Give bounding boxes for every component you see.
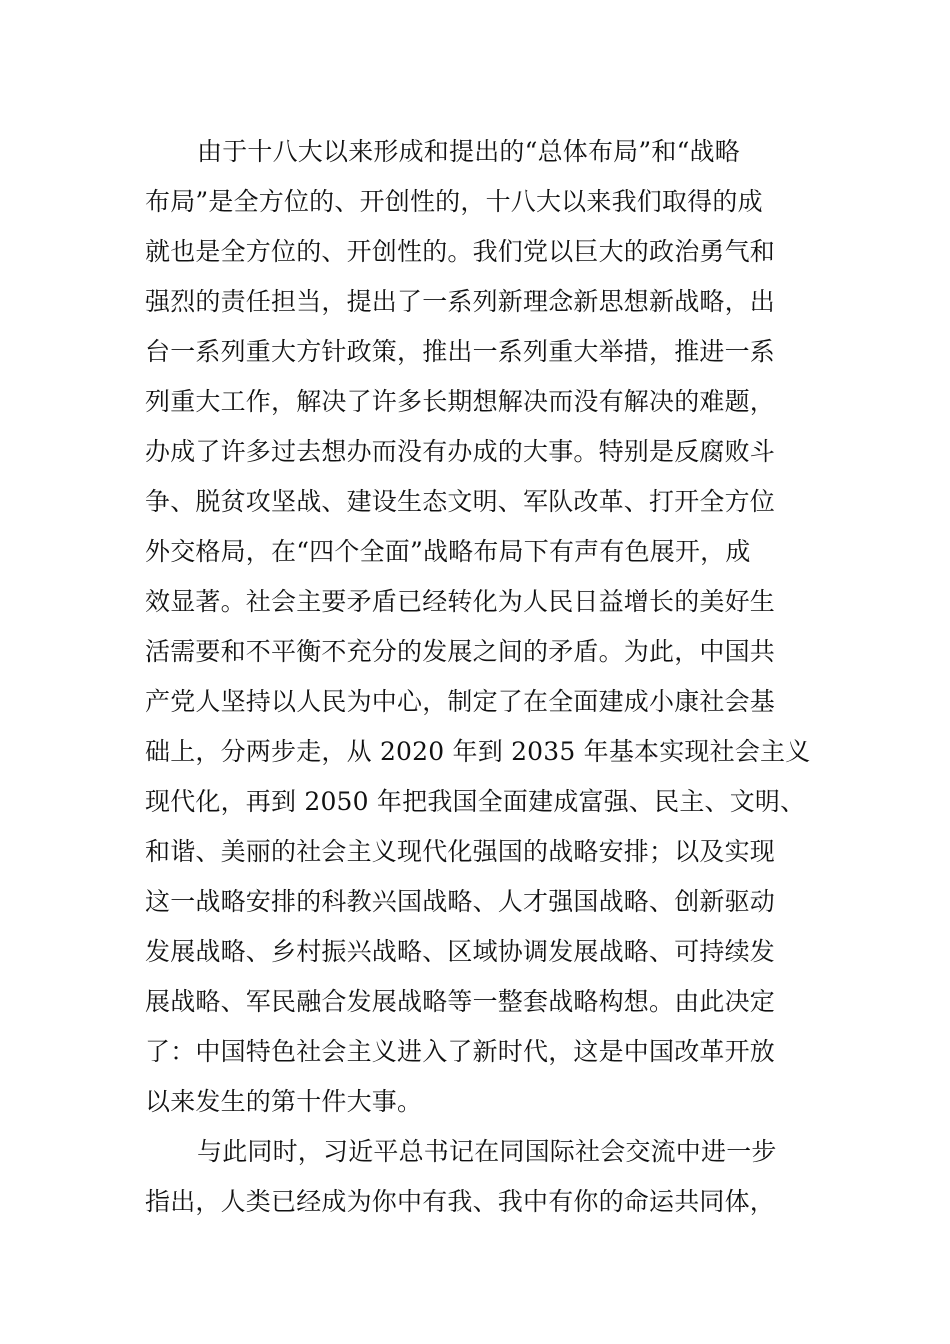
text-line: 指出，人类已经成为你中有我、我中有你的命运共同体， bbox=[145, 1187, 776, 1216]
text-line: 布局”是全方位的、开创性的，十八大以来我们取得的成 bbox=[145, 187, 763, 216]
text-line: 活需要和不平衡不充分的发展之间的矛盾。为此，中国共 bbox=[145, 637, 776, 666]
text-line: 外交格局，在“四个全面”战略布局下有声有色展开，成 bbox=[145, 537, 751, 566]
text-line: 由于十八大以来形成和提出的“总体布局”和“战略 bbox=[197, 137, 740, 166]
text-line: 现代化，再到 2050 年把我国全面建成富强、民主、文明、 bbox=[145, 787, 806, 816]
text-line: 这一战略安排的科教兴国战略、人才强国战略、创新驱动 bbox=[145, 887, 776, 916]
text-line: 以来发生的第十件大事。 bbox=[145, 1087, 423, 1116]
text-line: 产党人坚持以人民为中心，制定了在全面建成小康社会基 bbox=[145, 687, 776, 716]
text-line: 争、脱贫攻坚战、建设生态文明、军队改革、打开全方位 bbox=[145, 487, 776, 516]
paragraph-2 bbox=[145, 1127, 815, 1227]
text-line: 强烈的责任担当，提出了一系列新理念新思想新战略，出 bbox=[145, 287, 776, 316]
text-line: 与此同时，习近平总书记在同国际社会交流中进一步 bbox=[197, 1137, 777, 1166]
text-line: 列重大工作，解决了许多长期想解决而没有解决的难题， bbox=[145, 387, 776, 416]
text-line: 办成了许多过去想办而没有办成的大事。特别是反腐败斗 bbox=[145, 437, 776, 466]
text-line: 础上，分两步走，从 2020 年到 2035 年基本实现社会主义 bbox=[145, 737, 811, 766]
body-text bbox=[145, 127, 815, 1227]
text-line: 展战略、军民融合发展战略等一整套战略构想。由此决定 bbox=[145, 987, 776, 1016]
text-line: 了：中国特色社会主义进入了新时代，这是中国改革开放 bbox=[145, 1037, 776, 1066]
paragraph-1 bbox=[145, 127, 815, 1127]
text-line: 台一系列重大方针政策，推出一系列重大举措，推进一系 bbox=[145, 337, 776, 366]
text-line: 发展战略、乡村振兴战略、区域协调发展战略、可持续发 bbox=[145, 937, 776, 966]
text-line: 效显著。社会主要矛盾已经转化为人民日益增长的美好生 bbox=[145, 587, 776, 616]
text-line: 就也是全方位的、开创性的。我们党以巨大的政治勇气和 bbox=[145, 237, 776, 266]
text-line: 和谐、美丽的社会主义现代化强国的战略安排；以及实现 bbox=[145, 837, 776, 866]
